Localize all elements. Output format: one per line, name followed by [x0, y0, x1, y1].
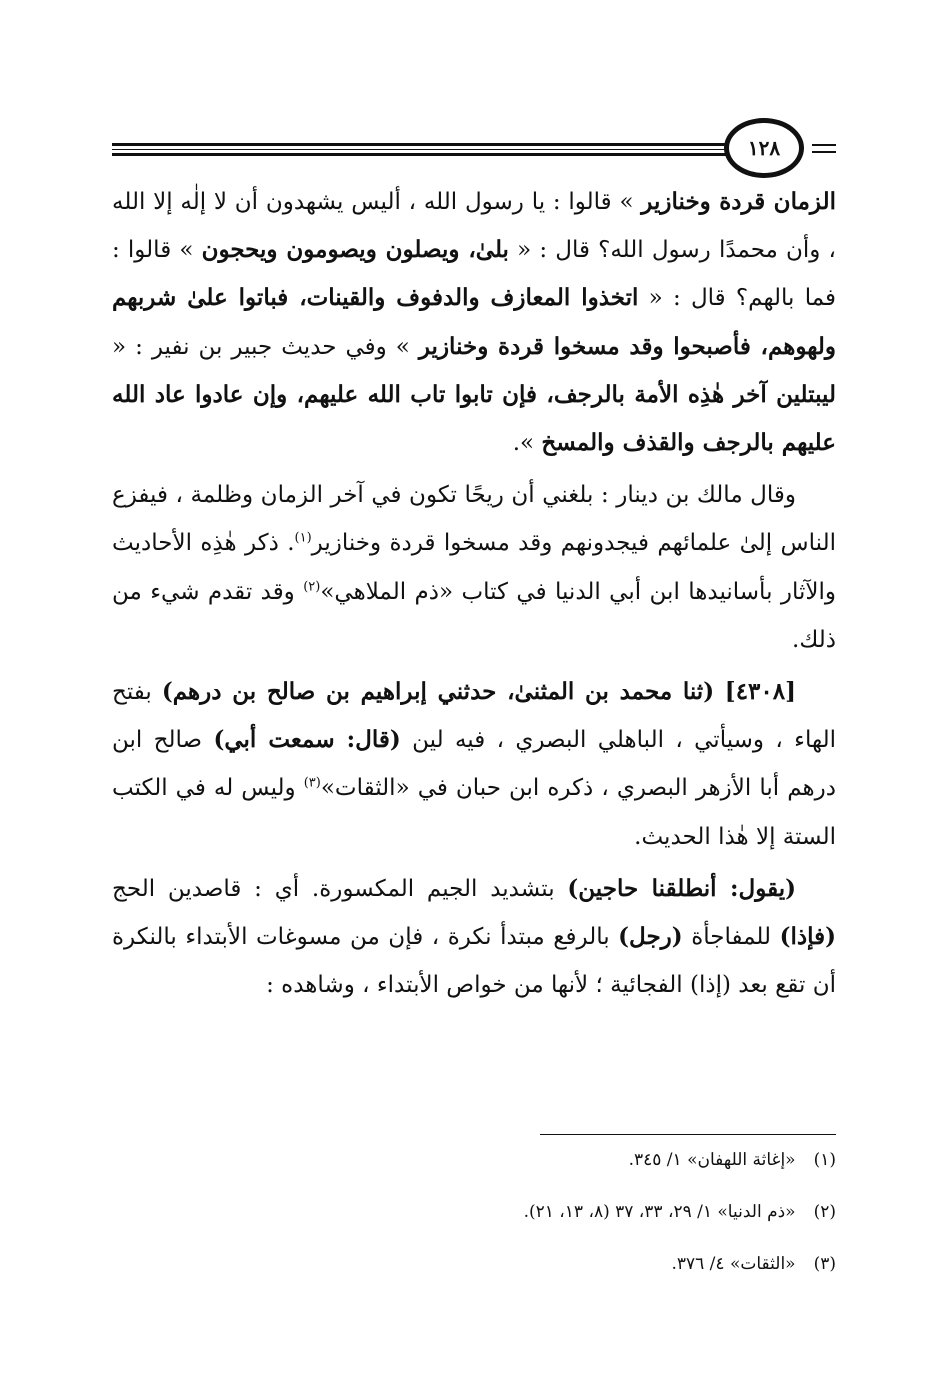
- text-segment: » قالوا : يا رسول الله ، أليس يشهدون أن لا إلٰه إلا الله ، وأن محمدًا رسول الله؟ قال : «: [112, 189, 836, 264]
- bold-segment: (فإذا): [779, 923, 836, 951]
- text-segment: للمفاجأة: [682, 924, 780, 951]
- main-text: [112, 178, 836, 1009]
- paragraph: [112, 668, 836, 861]
- text-segment: بالرفع مبتدأ نكرة ، فإن من مسوغات الأبتداء بالنكرة أن تقع بعد (إذا) الفجائية ؛ لأنها من خواص الأبتداء ، وشاهده :: [112, 924, 836, 999]
- footnote-ref: (٣): [303, 775, 321, 791]
- page-number: ١٢٨: [724, 118, 804, 178]
- text-segment: صالح ابن درهم أبا الأزهر البصري ، ذكره ابن حبان في «الثقات»: [112, 727, 836, 802]
- text-segment: وليس له في الكتب الستة إلا هٰذا الحديث.: [112, 775, 836, 850]
- header-rule-right: [812, 151, 836, 153]
- footnote: [112, 1150, 836, 1170]
- text-segment: بفتح الهاء ، وسيأتي ، الباهلي البصري ، فيه لين: [112, 679, 836, 754]
- text-segment: وقد تقدم شيء من ذلك.: [112, 578, 836, 653]
- bold-segment: [٤٣٠٨] (ثنا محمد بن المثنىٰ، حدثني إبراهيم بن صالح بن درهم): [161, 678, 797, 706]
- footnote-number: (٣): [813, 1254, 836, 1274]
- text-segment: وقال مالك بن دينار : بلغني أن ريحًا تكون في آخر الزمان وظلمة ، فيفزع الناس إلىٰ علمائهم فيجدونهم وقد مسخوا قردة وخنازير: [112, 482, 836, 557]
- footnote-number: (٢): [813, 1202, 836, 1222]
- text-segment: ».: [512, 430, 542, 457]
- footnote-text: «الثقات» ٤/ ٣٧٦.: [671, 1254, 796, 1274]
- bold-segment: (يقول: أنطلقنا حاجين): [567, 874, 796, 902]
- header-rule: [112, 143, 746, 146]
- footnotes: [112, 1150, 836, 1306]
- bold-segment: بلىٰ، ويصلون ويصومون ويحجون: [201, 236, 509, 264]
- footnote-text: «ذم الدنيا» ١/ ٢٩، ٣٣، ٣٧ (٨، ١٣، ٢١).: [523, 1202, 796, 1222]
- footnote: [112, 1202, 836, 1222]
- header-rule: [112, 149, 746, 150]
- footnote-text: «إغاثة اللهفان» ١/ ٣٤٥.: [628, 1150, 796, 1170]
- footnote-ref: (١): [294, 530, 312, 546]
- footnote-ref: (٢): [303, 578, 321, 594]
- paragraph: [112, 471, 836, 664]
- footnote-number: (١): [813, 1150, 836, 1170]
- footnote-separator: [540, 1134, 836, 1135]
- bold-segment: الزمان قردة وخنازير: [641, 188, 836, 215]
- text-segment: » قالوا : فما بالهم؟ قال : «: [112, 237, 837, 312]
- text-segment: بتشديد الجيم المكسورة. أي : قاصدين الحج: [112, 875, 568, 902]
- bold-segment: (رجل): [618, 923, 683, 951]
- text-segment: » وفي حديث جبير بن نفير : «: [112, 333, 419, 360]
- header-rule-right: [812, 144, 836, 146]
- header-rule: [112, 153, 746, 156]
- paragraph: [112, 178, 836, 467]
- bold-segment: (قال: سمعت أبي): [213, 726, 401, 754]
- bold-segment: ليبتلين آخر هٰذِه الأمة بالرجف، فإن تابوا تاب الله عليهم، وإن عادوا عاد الله عليهم بالرجف والقذف والمسخ: [112, 380, 836, 457]
- footnote: [112, 1254, 836, 1274]
- bold-segment: اتخذوا المعازف والدفوف والقينات، فباتوا علىٰ شربهم ولهوهم، فأصبحوا وقد مسخوا قردة وخنازير: [112, 284, 836, 360]
- text-segment: . ذكر هٰذِه الأحاديث والآثار بأسانيدها ابن أبي الدنيا في كتاب «ذم الملاهي»: [112, 530, 836, 605]
- paragraph: [112, 865, 836, 1010]
